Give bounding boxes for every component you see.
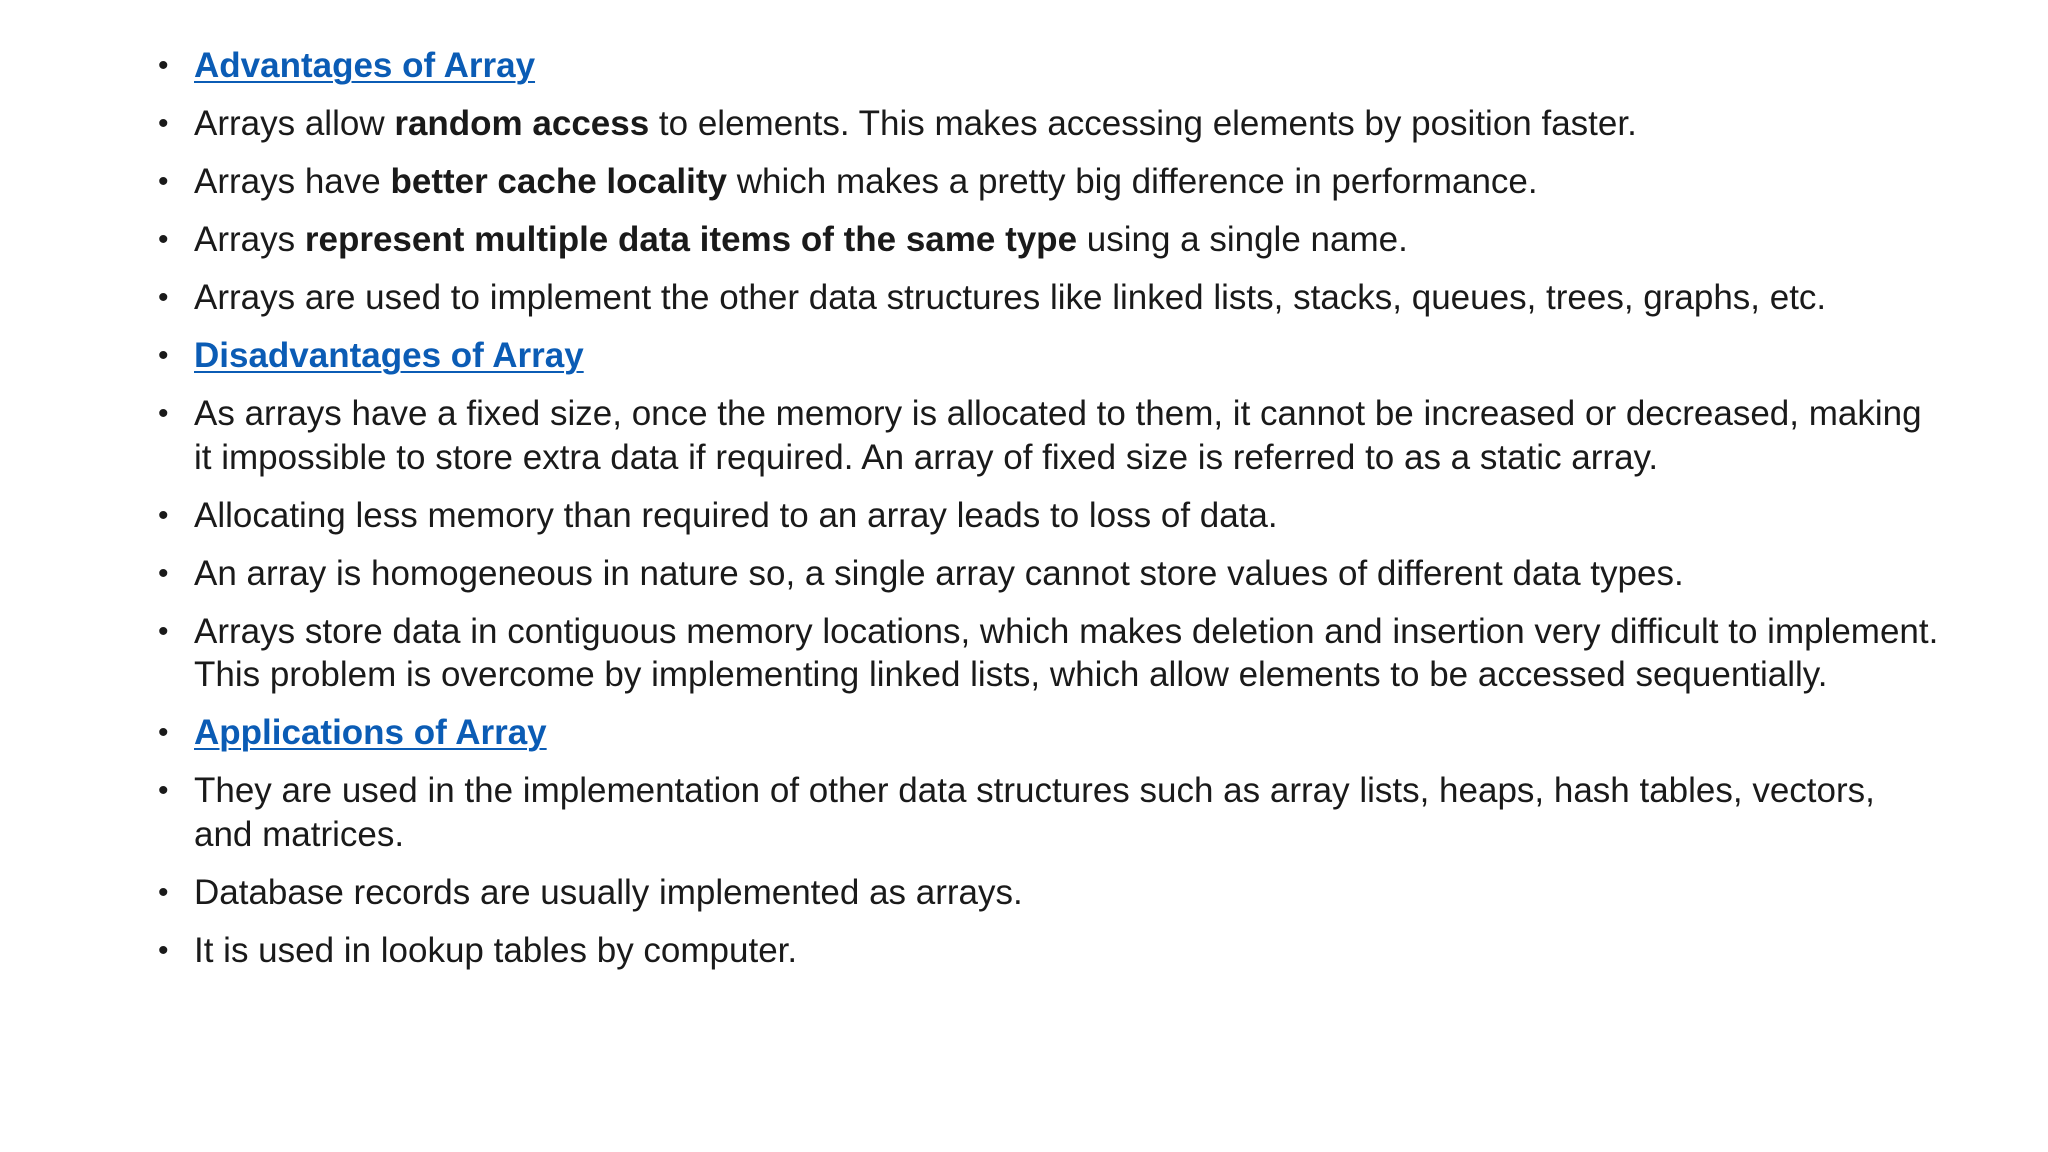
bullet-icon: • (158, 223, 169, 256)
bullet-item (150, 392, 1940, 479)
bullet-icon: • (158, 339, 169, 372)
bullet-text-tail: to elements. This makes accessing elements by position faster. (649, 104, 1637, 143)
bullet-icon: • (158, 774, 169, 807)
bullet-item (150, 871, 1940, 915)
bullet-text: Arrays store data in contiguous memory locations, which makes deletion and insertion very difficult to implement. This problem is overcome by implementing linked lists, which allow elements to be accessed sequentially. (194, 611, 1939, 694)
bullet-text-bold: random access (394, 104, 650, 143)
applications-link[interactable]: Applications of Array (194, 713, 547, 752)
bullet-icon: • (158, 875, 169, 909)
slide-content (150, 44, 1940, 987)
bullet-text: It is used in lookup tables by computer. (194, 930, 798, 970)
bullet-icon: • (158, 49, 169, 82)
bullet-icon: • (158, 397, 169, 430)
bullet-text: Arrays are used to implement the other data structures like linked lists, stacks, queues, trees, graphs, etc. (194, 278, 1827, 317)
bullet-icon: • (158, 107, 169, 140)
bullet-text: As arrays have a fixed size, once the memory is allocated to them, it cannot be increased or decreased, making it impossible to store extra data if required. An array of fixed size is referred to as a static array. (194, 394, 1922, 477)
bullet-text: Allocating less memory than required to an array leads to loss of data. (194, 495, 1278, 535)
advantages-link[interactable]: Advantages of Array (194, 46, 536, 85)
bullet-item (150, 610, 1940, 697)
bullet-text-bold: represent multiple data items of the same type (304, 220, 1078, 259)
bullet-icon: • (158, 165, 169, 198)
bullet-icon: • (158, 281, 169, 314)
bullet-item-advantages-heading (150, 44, 1940, 88)
bullet-item (150, 552, 1940, 596)
bullet-icon: • (158, 716, 169, 749)
bullet-text: Database records are usually implemented as arrays. (194, 872, 1023, 912)
bullet-list (150, 44, 1940, 972)
bullet-item (150, 218, 1940, 262)
bullet-item (150, 769, 1940, 856)
bullet-icon: • (158, 556, 169, 590)
bullet-item (150, 494, 1940, 538)
bullet-item-disadvantages-heading (150, 334, 1940, 378)
bullet-text: An array is homogeneous in nature so, a single array cannot store values of different data types. (194, 553, 1684, 593)
bullet-text-lead: Arrays (194, 220, 305, 259)
bullet-item (150, 102, 1940, 146)
bullet-item (150, 929, 1940, 973)
bullet-item (150, 160, 1940, 204)
bullet-item (150, 276, 1940, 320)
bullet-text-lead: Arrays allow (194, 104, 395, 143)
bullet-text-lead: Arrays have (194, 162, 391, 201)
bullet-text-bold: better cache locality (390, 162, 728, 201)
bullet-text-tail: using a single name. (1077, 220, 1408, 259)
bullet-item-applications-heading (150, 711, 1940, 755)
bullet-icon: • (158, 933, 169, 967)
disadvantages-link[interactable]: Disadvantages of Array (194, 336, 584, 375)
bullet-text: They are used in the implementation of other data structures such as array lists, heaps, hash tables, vectors, and matrices. (194, 771, 1875, 854)
bullet-text-tail: which makes a pretty big difference in performance. (727, 162, 1538, 201)
bullet-icon: • (158, 614, 169, 648)
bullet-icon: • (158, 498, 169, 532)
